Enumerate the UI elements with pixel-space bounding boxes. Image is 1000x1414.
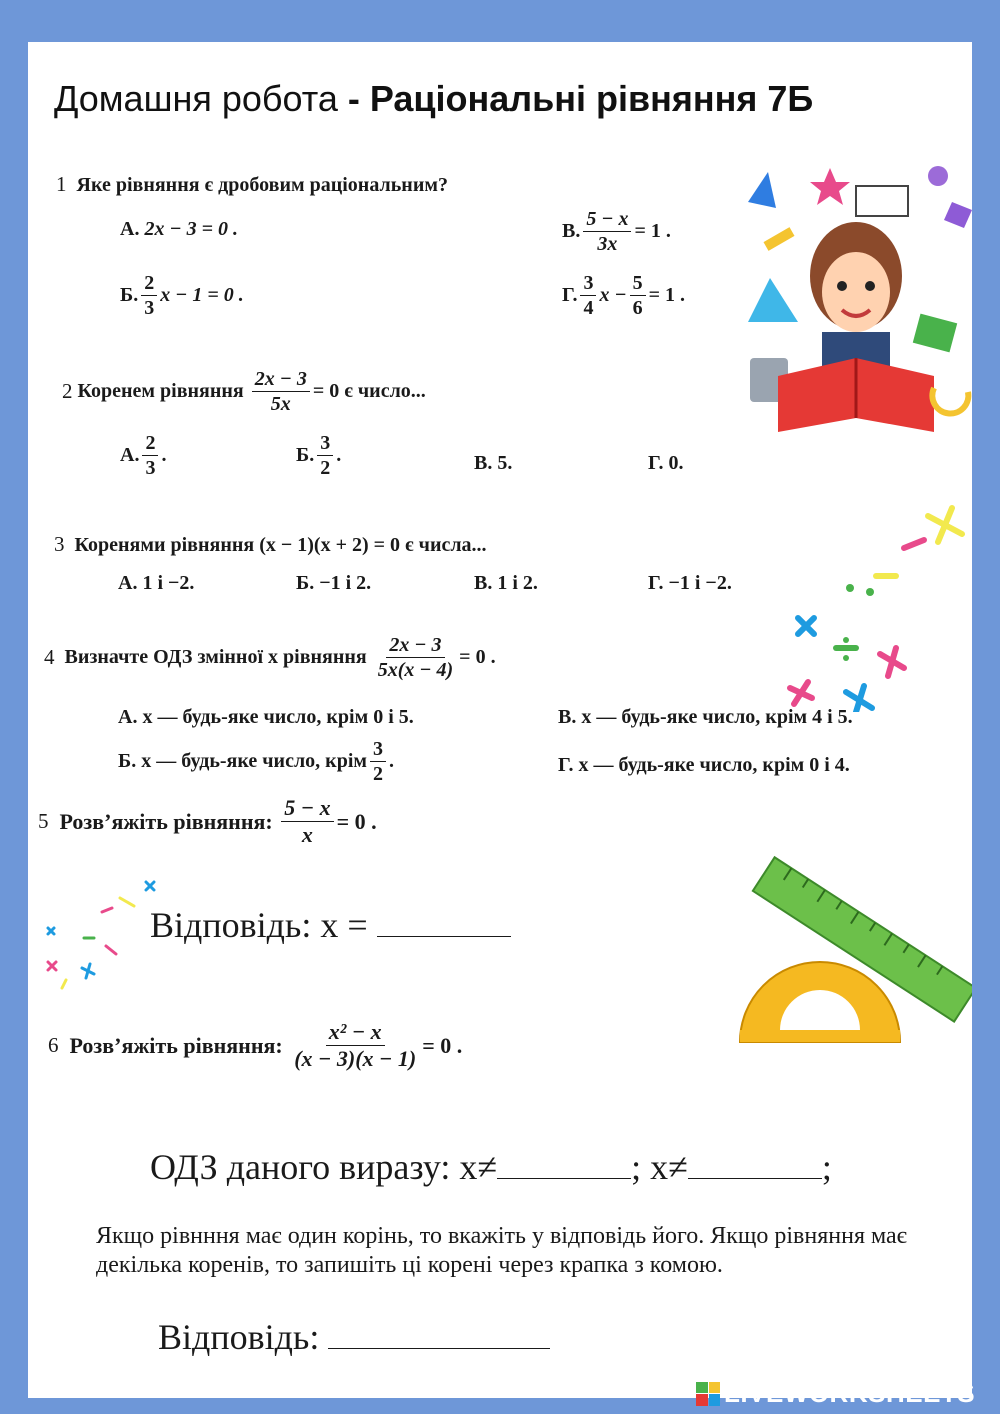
question-3: 3 Коренями рівняння (x − 1)(x + 2) = 0 є числа... xyxy=(54,532,487,556)
q2-option-v: В. 5. xyxy=(474,452,513,474)
q1-option-a: А. 2x − 3 = 0 . xyxy=(120,218,238,240)
triangle-shape xyxy=(748,172,776,208)
q1-option-g: Г. $\frac{3}{4}$ x − $\frac{5}{6}$ = 1 . xyxy=(562,272,685,319)
q4-option-v: В. x — будь-яке число, крім 4 і 5. xyxy=(558,706,853,728)
question-1: 1 Яке рівняння є дробовим раціональним? xyxy=(56,172,448,196)
q4-option-g: Г. x — будь-яке число, крім 0 і 4. xyxy=(558,754,850,776)
cube-shape xyxy=(944,202,972,228)
ball-shape xyxy=(928,166,948,186)
q2-option-g: Г. 0. xyxy=(648,452,684,474)
pencil-shape xyxy=(764,227,795,251)
q6-odz-input-2[interactable] xyxy=(688,1150,822,1179)
q1-option-b: Б. $\frac{2}{3}$ x − 1 = 0 . xyxy=(120,272,244,319)
q4-option-b: Б. x — будь-яке число, крім $\frac{3}{2}$ . xyxy=(118,738,395,785)
q4-option-a: А. x — будь-яке число, крім 0 і 5. xyxy=(118,706,414,728)
q5-answer: Відповідь: x = xyxy=(150,904,511,946)
question-5: 5 Розв’яжіть рівняння: $\frac{5 - x}{x}$ = 0 . xyxy=(38,795,377,848)
q3-option-v: В. 1 і 2. xyxy=(474,572,538,594)
q2-option-b: Б. $\frac{3}{2}$ . xyxy=(296,432,342,479)
logo-squares-icon xyxy=(696,1382,720,1406)
math-symbols-decoration xyxy=(778,472,972,712)
question-4: 4 Визначте ОДЗ змінної x рівняння $\frac{2x - 3}{5x(x - 4)}$ = 0 . xyxy=(44,634,496,681)
q3-option-a: А. 1 і −2. xyxy=(118,572,195,594)
q6-answer: Відповідь: xyxy=(158,1316,550,1358)
q3-option-g: Г. −1 і −2. xyxy=(648,572,732,594)
q1-option-v: В. $\frac{5 - x}{3x}$ = 1 . xyxy=(562,208,671,255)
question-6: 6 Розв’яжіть рівняння: $\frac{\text{x² − x}}{(x - 3)(x - 1)}$ = 0 . xyxy=(48,1019,463,1072)
green-cube xyxy=(913,314,957,353)
q6-instruction: Якщо рівнння має один корінь, то вкажіть у відповідь його. Якщо рівняння має декілька коренів, то запишіть ці корені через крапка з комою. xyxy=(96,1223,907,1278)
abacus xyxy=(856,186,908,216)
worksheet-page xyxy=(28,42,972,1398)
q6-answer-input[interactable] xyxy=(328,1320,550,1349)
q6-odz: ОДЗ даного виразу: x≠ ; x≠ ; xyxy=(150,1147,832,1187)
star-shape xyxy=(810,168,850,205)
small-math-symbols xyxy=(42,872,162,992)
page-title: Домашня робота - Раціональні рівняння 7Б xyxy=(54,78,814,119)
arrow-shape xyxy=(932,388,968,414)
triangle-ruler xyxy=(748,278,798,322)
question-2: 2 Коренем рівняння $\frac{2x - 3}{5x}$ = 0 є число... xyxy=(62,368,426,415)
q3-option-b: Б. −1 і 2. xyxy=(296,572,372,594)
q2-option-a: А. $\frac{2}{3}$ . xyxy=(120,432,167,479)
minus-symbol xyxy=(904,540,924,548)
liveworksheets-logo: LIVEWORKSHEETS xyxy=(696,1378,975,1409)
q5-answer-input[interactable] xyxy=(377,908,511,937)
ruler-protractor-illustration xyxy=(736,854,972,1044)
teacher-face xyxy=(822,252,890,332)
teacher-illustration xyxy=(738,162,972,438)
q6-odz-input-1[interactable] xyxy=(497,1150,631,1179)
